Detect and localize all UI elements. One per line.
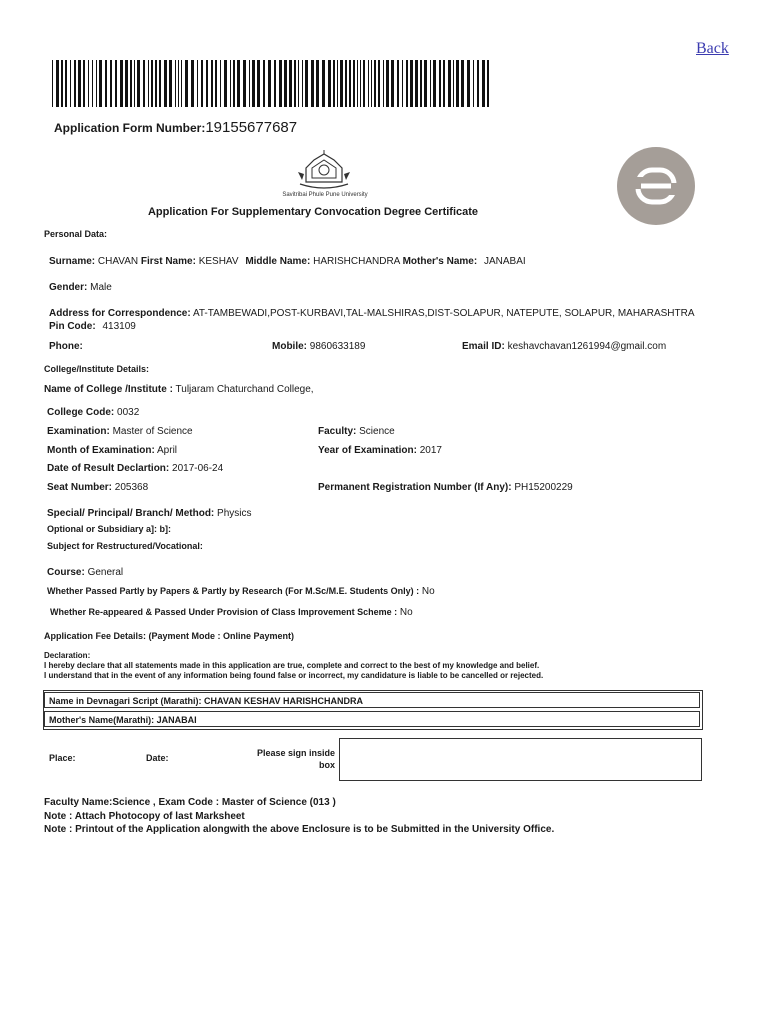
first-name-label: First Name: bbox=[140, 256, 196, 267]
university-logo-icon bbox=[296, 148, 352, 190]
college-code-label: College Code: bbox=[47, 407, 115, 418]
seat-value: 205368 bbox=[114, 482, 149, 493]
result-date-row bbox=[47, 463, 223, 474]
faculty-value: Science bbox=[359, 426, 395, 437]
seal-emblem bbox=[617, 147, 695, 225]
fee-details: Application Fee Details: (Payment Mode : Online Payment) bbox=[44, 631, 295, 641]
address-row bbox=[49, 308, 695, 319]
declaration-heading: Declaration: bbox=[44, 651, 91, 660]
s-logo-icon bbox=[617, 147, 695, 225]
restructured-label: Subject for Restructured/Vocational: bbox=[47, 541, 203, 551]
prn-row bbox=[318, 482, 573, 493]
middle-name-label: Middle Name: bbox=[245, 256, 311, 267]
mobile-row bbox=[272, 341, 365, 352]
logo-caption: Savitribai Phule Pune University bbox=[282, 192, 368, 198]
email-label: Email ID: bbox=[462, 341, 505, 352]
surname-label: Surname: bbox=[49, 256, 96, 267]
declaration-line-2: I understand that in the event of any information being found false or incorrect, my candidature is liable to be cancelled or rejected. bbox=[44, 671, 544, 680]
marathi-mother-row: Mother's Name(Marathi): JANABAI bbox=[44, 711, 700, 727]
prn-value: PH15200229 bbox=[514, 482, 573, 493]
college-name-label: Name of College /Institute : bbox=[44, 384, 173, 395]
college-heading: College/Institute Details: bbox=[44, 364, 150, 374]
form-number-label: Application Form Number: bbox=[54, 121, 206, 135]
faculty-row bbox=[318, 426, 395, 437]
gender-label: Gender: bbox=[49, 282, 88, 293]
college-code-value: 0032 bbox=[117, 407, 140, 418]
email-row bbox=[462, 341, 666, 352]
seat-row bbox=[47, 482, 148, 493]
barcode-image bbox=[52, 60, 490, 107]
sign-instruction-line-2: box bbox=[318, 760, 335, 770]
back-link[interactable]: Back bbox=[696, 40, 729, 57]
phone-label: Phone: bbox=[49, 341, 83, 352]
form-number-value: 19155677687 bbox=[205, 119, 298, 136]
first-name-value: KESHAV bbox=[198, 256, 239, 267]
pin-value: 413109 bbox=[102, 321, 136, 332]
sign-instruction bbox=[240, 747, 335, 771]
place-label: Place: bbox=[49, 753, 76, 763]
reappeared-row bbox=[50, 607, 413, 618]
address-value: AT-TAMBEWADI,POST-KURBAVI,TAL-MALSHIRAS,DIST-SOLAPUR, NATEPUTE, SOLAPUR, MAHARASHTRA bbox=[192, 308, 695, 319]
reappeared-label: Whether Re-appeared & Passed Under Provision of Class Improvement Scheme : bbox=[50, 607, 398, 617]
seat-label: Seat Number: bbox=[47, 482, 113, 493]
form-title: Application For Supplementary Convocation Degree Certificate bbox=[147, 206, 479, 218]
middle-name-value: HARISHCHANDRA bbox=[313, 256, 400, 267]
college-name-row bbox=[44, 384, 314, 395]
year-row bbox=[318, 445, 442, 456]
course-row bbox=[47, 567, 123, 578]
optional-label: Optional or Subsidiary a]: b]: bbox=[47, 524, 172, 534]
examination-value: Master of Science bbox=[112, 426, 193, 437]
special-label: Special/ Principal/ Branch/ Method: bbox=[47, 508, 215, 519]
month-row bbox=[47, 445, 177, 456]
year-value: 2017 bbox=[419, 445, 442, 456]
gender-value: Male bbox=[90, 282, 112, 293]
reappeared-value: No bbox=[399, 607, 413, 618]
partly-value: No bbox=[421, 586, 435, 597]
mother-name-label: Mother's Name: bbox=[402, 256, 478, 267]
address-label: Address for Correspondence: bbox=[49, 308, 191, 319]
partly-row bbox=[47, 586, 435, 597]
mobile-label: Mobile: bbox=[272, 341, 307, 352]
note-marksheet: Note : Attach Photocopy of last Marksheet bbox=[44, 811, 245, 822]
faculty-label: Faculty: bbox=[318, 426, 357, 437]
pin-row bbox=[49, 321, 136, 332]
sign-instruction-line-1: Please sign inside bbox=[256, 748, 335, 758]
year-label: Year of Examination: bbox=[318, 445, 417, 456]
signature-box bbox=[339, 738, 702, 781]
special-value: Physics bbox=[217, 508, 252, 519]
result-date-label: Date of Result Declartion: bbox=[47, 463, 170, 474]
month-value: April bbox=[157, 445, 178, 456]
email-value: keshavchavan1261994@gmail.com bbox=[507, 341, 667, 352]
result-date-value: 2017-06-24 bbox=[172, 463, 224, 474]
special-row bbox=[47, 508, 252, 519]
examination-row bbox=[47, 426, 193, 437]
personal-data-heading: Personal Data: bbox=[44, 229, 108, 239]
mobile-value: 9860633189 bbox=[309, 341, 366, 352]
gender-row bbox=[49, 282, 112, 293]
faculty-exam-line: Faculty Name:Science , Exam Code : Master of Science (013 ) bbox=[44, 797, 336, 808]
name-row bbox=[49, 256, 526, 267]
college-code-row bbox=[47, 407, 139, 418]
note-printout: Note : Printout of the Application alongwith the above Enclosure is to be Submitted in the University Office. bbox=[44, 824, 555, 835]
prn-label: Permanent Registration Number (If Any): bbox=[318, 482, 512, 493]
course-label: Course: bbox=[47, 567, 85, 578]
partly-label: Whether Passed Partly by Papers & Partly by Research (For M.Sc/M.E. Students Only) : bbox=[47, 586, 420, 596]
college-name-value: Tuljaram Chaturchand College, bbox=[175, 384, 314, 395]
course-value: General bbox=[87, 567, 124, 578]
marathi-name-row: Name in Devnagari Script (Marathi): CHAVAN KESHAV HARISHCHANDRA bbox=[44, 692, 700, 708]
pin-label: Pin Code: bbox=[49, 321, 96, 332]
surname-value: CHAVAN bbox=[97, 256, 139, 267]
month-label: Month of Examination: bbox=[47, 445, 155, 456]
application-form-number bbox=[54, 119, 297, 136]
date-label: Date: bbox=[146, 753, 169, 763]
declaration-line-1: I hereby declare that all statements made in this application are true, complete and correct to the best of my knowledge and belief. bbox=[44, 661, 540, 670]
mother-name-value: JANABAI bbox=[483, 256, 526, 267]
examination-label: Examination: bbox=[47, 426, 110, 437]
